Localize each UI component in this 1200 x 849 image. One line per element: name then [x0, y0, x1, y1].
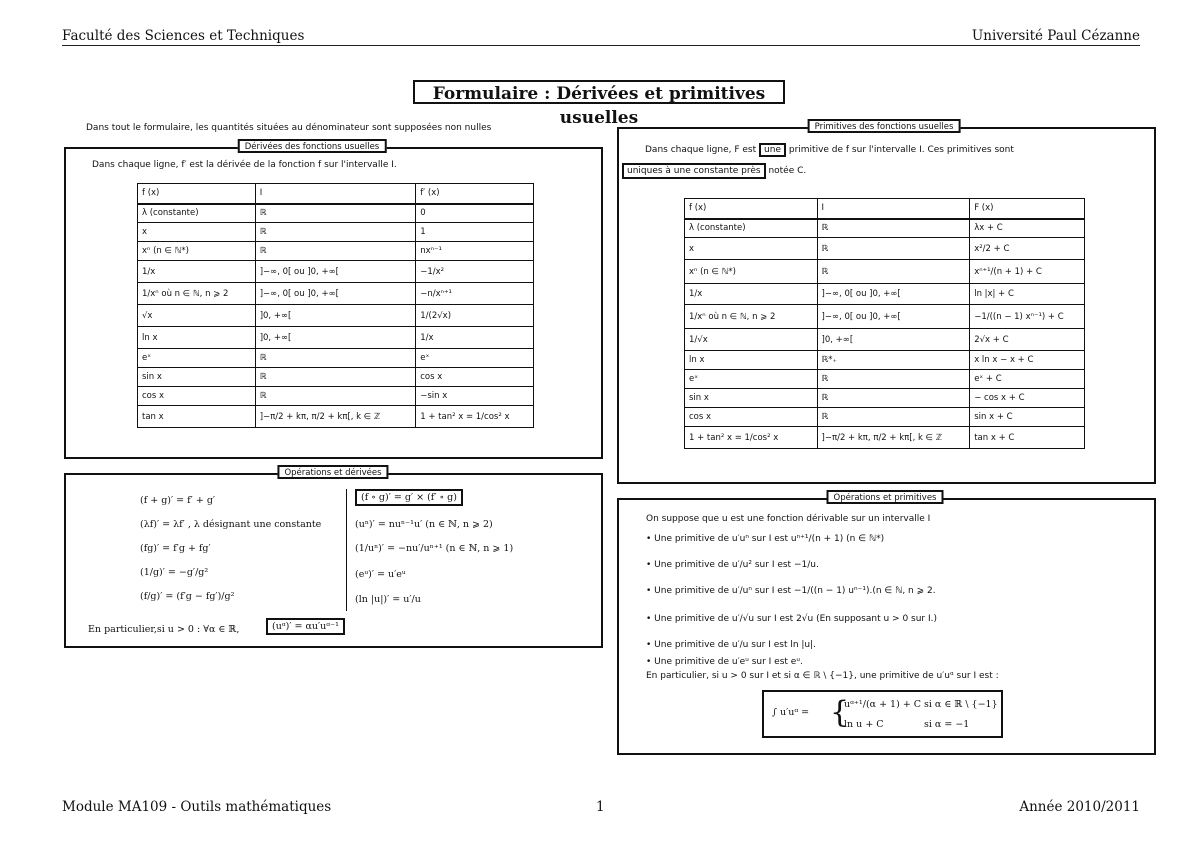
table-cell: cos x — [138, 387, 256, 406]
primitive-rule-4: Une primitive de u′/√u sur I est 2√u (En supposant u > 0 sur I.) — [654, 614, 938, 624]
table-row — [138, 327, 534, 349]
table-row — [138, 349, 534, 368]
table-cell: ]−∞, 0[ ou ]0, +∞[ — [817, 305, 970, 329]
table-row — [138, 204, 534, 223]
primitives-table — [684, 198, 1085, 449]
table-cell: 1/xⁿ où n ∈ ℕ, n ⩾ 2 — [685, 305, 818, 329]
table-cell: 1/√x — [685, 329, 818, 351]
primitives-intro-3: notée C. — [768, 166, 807, 176]
col-header-I: I — [255, 184, 416, 204]
table-cell: ℝ — [255, 223, 416, 242]
table-row — [685, 329, 1085, 351]
table-cell: sin x + C — [970, 408, 1085, 427]
col-header-I: I — [817, 199, 970, 219]
operations-primitives-label: Opérations et primitives — [827, 490, 944, 504]
table-cell: ℝ — [817, 370, 970, 389]
table-cell: eˣ — [685, 370, 818, 389]
header-right: Université Paul Cézanne — [971, 28, 1140, 44]
integral-case-1: uᵅ⁺¹/(α + 1) + C — [844, 699, 922, 710]
table-cell: tan x + C — [970, 427, 1085, 449]
table-row — [138, 305, 534, 327]
table-cell: 1/x — [416, 327, 534, 349]
footer-page-number: 1 — [596, 799, 605, 815]
table-row — [138, 387, 534, 406]
integral-case-2: ln u + C — [844, 719, 884, 730]
page-title: Formulaire : Dérivées et primitives usuelles — [413, 80, 785, 104]
table-row — [685, 219, 1085, 238]
table-cell: cos x — [685, 408, 818, 427]
integral-lhs: ∫ u′uᵅ = — [772, 707, 810, 718]
col-header-f: f (x) — [138, 184, 256, 204]
table-row — [685, 260, 1085, 284]
table-cell: ]0, +∞[ — [817, 329, 970, 351]
formula-inverse-power: (1/uⁿ)′ = −nu′/uⁿ⁺¹ (n ∈ ℕ, n ⩾ 1) — [355, 543, 514, 554]
table-row — [138, 261, 534, 283]
table-cell: sin x — [685, 389, 818, 408]
table-cell: 1 — [416, 223, 534, 242]
table-row — [685, 408, 1085, 427]
table-cell: ℝ — [817, 260, 970, 284]
integral-case-2-cond: si α = −1 — [924, 719, 970, 730]
table-row — [685, 305, 1085, 329]
table-cell: sin x — [138, 368, 256, 387]
primitive-rule-5: Une primitive de u′/u sur I est ln |u|. — [654, 640, 817, 650]
table-row — [138, 406, 534, 428]
primitive-rule-2: Une primitive de u′/u² sur I est −1/u. — [654, 560, 819, 570]
integral-case-1-cond: si α ∈ ℝ \ {−1} — [924, 699, 998, 710]
table-cell: 2√x + C — [970, 329, 1085, 351]
table-cell: −1/((n − 1) xⁿ⁻¹) + C — [970, 305, 1085, 329]
header-left: Faculté des Sciences et Techniques — [62, 28, 305, 44]
table-cell: ℝ — [255, 204, 416, 223]
table-cell: ]−π/2 + kπ, π/2 + kπ[, k ∈ ℤ — [817, 427, 970, 449]
footer-left: Module MA109 - Outils mathématiques — [62, 799, 332, 815]
table-cell: ℝ — [255, 368, 416, 387]
derivees-table — [137, 183, 534, 428]
table-cell: λx + C — [970, 219, 1085, 238]
primitives-intro-1: Dans chaque ligne, F est — [645, 145, 757, 155]
table-cell: ]−∞, 0[ ou ]0, +∞[ — [255, 283, 416, 305]
table-cell: xⁿ (n ∈ ℕ*) — [138, 242, 256, 261]
bullet-icon: • — [646, 657, 655, 667]
bullet-icon: • — [646, 534, 655, 544]
table-row — [685, 370, 1085, 389]
table-row — [685, 238, 1085, 260]
table-cell: −n/xⁿ⁺¹ — [416, 283, 534, 305]
bullet-icon: • — [646, 560, 655, 570]
table-cell: ℝ — [255, 387, 416, 406]
table-cell: √x — [138, 305, 256, 327]
table-cell: ]0, +∞[ — [255, 305, 416, 327]
particular-formula: (uᵅ)′ = αu′uᵅ⁻¹ — [266, 618, 345, 635]
table-cell: ℝ — [255, 349, 416, 368]
formula-ln: (ln |u|)′ = u′/u — [355, 594, 421, 605]
table-cell: eˣ — [416, 349, 534, 368]
col-header-fprime: f′ (x) — [416, 184, 534, 204]
table-cell: tan x — [138, 406, 256, 428]
operations-derivees-label: Opérations et dérivées — [277, 465, 388, 479]
table-cell: ]0, +∞[ — [255, 327, 416, 349]
table-cell: −sin x — [416, 387, 534, 406]
primitive-rule-6: Une primitive de u′eᵘ sur I est eᵘ. — [654, 657, 803, 667]
table-cell: x — [138, 223, 256, 242]
table-cell: 1 + tan² x = 1/cos² x — [685, 427, 818, 449]
col-header-F: F (x) — [970, 199, 1085, 219]
primitive-rule-3: Une primitive de u′/uⁿ sur I est −1/((n − 1) uⁿ⁻¹).(n ∈ ℕ, n ⩾ 2. — [654, 586, 936, 596]
table-cell: ln x — [685, 351, 818, 370]
intro-note: Dans tout le formulaire, les quantités situées au dénominateur sont supposées non nulles — [86, 123, 492, 133]
formula-exp: (eᵘ)′ = u′eᵘ — [355, 569, 406, 580]
formula-power: (uⁿ)′ = nuⁿ⁻¹u′ (n ∈ ℕ, n ⩾ 2) — [355, 519, 493, 530]
table-cell: eˣ — [138, 349, 256, 368]
table-cell: x ln x − x + C — [970, 351, 1085, 370]
table-cell: xⁿ (n ∈ ℕ*) — [685, 260, 818, 284]
header-rule — [62, 45, 1140, 46]
table-cell: −1/x² — [416, 261, 534, 283]
table-cell: − cos x + C — [970, 389, 1085, 408]
table-row — [138, 368, 534, 387]
table-row — [138, 223, 534, 242]
table-cell: ln x — [138, 327, 256, 349]
table-row — [138, 283, 534, 305]
bullet-icon: • — [646, 640, 655, 650]
formula-sum: (f + g)′ = f′ + g′ — [140, 495, 216, 506]
table-cell: ℝ — [817, 219, 970, 238]
primitives-particular: En particulier, si u > 0 sur I et si α ∈ ℝ \ {−1}, une primitive de u′uᵅ sur I est : — [646, 671, 999, 681]
table-cell: xⁿ⁺¹/(n + 1) + C — [970, 260, 1085, 284]
formula-composition: (f ∘ g)′ = g′ × (f′ ∘ g) — [355, 489, 463, 506]
table-cell: λ (constante) — [685, 219, 818, 238]
table-cell: ℝ — [817, 238, 970, 260]
table-cell: ℝ*₊ — [817, 351, 970, 370]
table-cell: 1/x — [685, 284, 818, 305]
table-cell: ]−∞, 0[ ou ]0, +∞[ — [817, 284, 970, 305]
table-row — [685, 284, 1085, 305]
primitives-intro-2: primitive de f sur l'intervalle I. Ces primitives sont — [788, 145, 1014, 155]
table-cell: ]−∞, 0[ ou ]0, +∞[ — [255, 261, 416, 283]
table-cell: ℝ — [817, 389, 970, 408]
formula-quotient: (f/g)′ = (f′g − fg′)/g² — [140, 591, 235, 602]
primitives-label: Primitives des fonctions usuelles — [808, 119, 961, 133]
table-cell: x — [685, 238, 818, 260]
operations-divider — [346, 489, 347, 611]
table-row — [685, 351, 1085, 370]
col-header-f: f (x) — [685, 199, 818, 219]
table-cell: ]−π/2 + kπ, π/2 + kπ[, k ∈ ℤ — [255, 406, 416, 428]
table-cell: ℝ — [817, 408, 970, 427]
table-cell: ℝ — [255, 242, 416, 261]
integral-box — [762, 690, 1003, 738]
primitives-intro-boxed: uniques à une constante près — [622, 163, 766, 179]
table-cell: 1/(2√x) — [416, 305, 534, 327]
table-row — [685, 427, 1085, 449]
primitives-intro-une: une — [759, 143, 786, 157]
table-cell: 1 + tan² x = 1/cos² x — [416, 406, 534, 428]
table-cell: ln |x| + C — [970, 284, 1085, 305]
table-cell: nxⁿ⁻¹ — [416, 242, 534, 261]
primitive-rule-1: Une primitive de u′uⁿ sur I est uⁿ⁺¹/(n + 1) (n ∈ ℕ*) — [654, 534, 885, 544]
table-cell: cos x — [416, 368, 534, 387]
table-cell: λ (constante) — [138, 204, 256, 223]
derivees-label: Dérivées des fonctions usuelles — [238, 139, 387, 153]
table-cell: 0 — [416, 204, 534, 223]
brace-icon: { — [830, 695, 850, 730]
formula-inverse: (1/g)′ = −g′/g² — [140, 567, 209, 578]
footer-right: Année 2010/2011 — [1019, 799, 1140, 815]
table-cell: eˣ + C — [970, 370, 1085, 389]
bullet-icon: • — [646, 586, 655, 596]
formula-scalar: (λf)′ = λf′ , λ désignant une constante — [140, 519, 322, 530]
derivees-intro: Dans chaque ligne, f′ est la dérivée de la fonction f sur l'intervalle I. — [92, 160, 397, 170]
table-row — [685, 389, 1085, 408]
table-cell: 1/x — [138, 261, 256, 283]
operations-primitives-intro: On suppose que u est une fonction dérivable sur un intervalle I — [646, 514, 931, 524]
table-cell: x²/2 + C — [970, 238, 1085, 260]
table-row — [138, 242, 534, 261]
formula-product: (fg)′ = f′g + fg′ — [140, 543, 211, 554]
bullet-icon: • — [646, 614, 655, 624]
particular-prefix: En particulier,si u > 0 : ∀α ∈ ℝ, — [88, 624, 240, 635]
table-cell: 1/xⁿ où n ∈ ℕ, n ⩾ 2 — [138, 283, 256, 305]
